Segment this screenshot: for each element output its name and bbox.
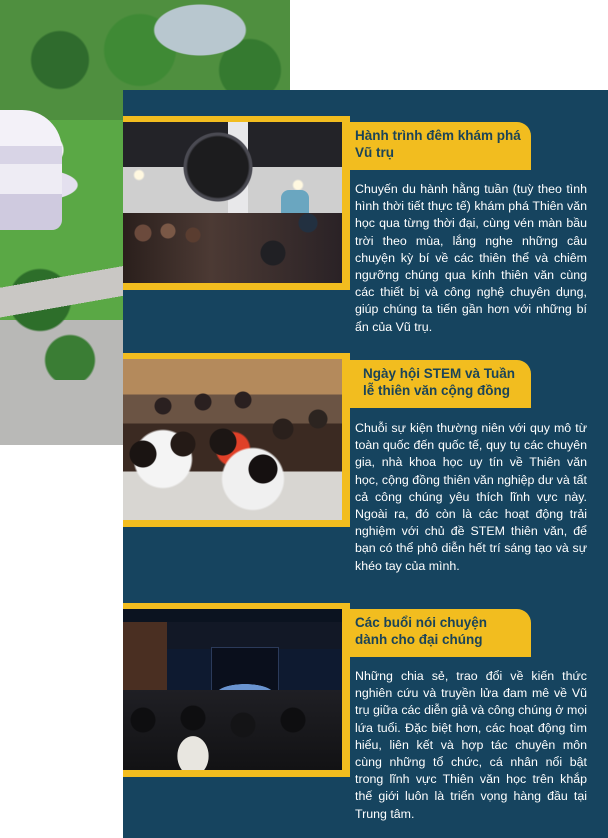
- card-title: Ngày hội STEM và Tuần lễ thiên văn cộng đồng: [363, 366, 516, 398]
- card-description: Chuỗi sự kiện thường niên với quy mô từ toàn quốc đến quốc tế, quy tụ các chuyên gia, nhà khoa học uy tín về Thiên văn học, cộng đồng thiên văn nghiệp dư và tất cả công chúng yêu thích lĩnh vực này. Ngoài ra, đó còn là các hoạt động trải nghiệm với chủ đề STEM thiên văn, để bạn có thể phô diễn hết trí sáng tạo và sự khéo tay của mình.: [355, 421, 587, 573]
- card-title-tab: [343, 122, 531, 170]
- photo-frame: [123, 353, 350, 527]
- auditorium-photo: [123, 609, 342, 770]
- activity-photo: [123, 609, 342, 770]
- audience-figures: [123, 690, 342, 770]
- card-title: Các buổi nói chuyện dành cho đại chúng: [355, 615, 488, 647]
- stage-screen: [211, 647, 279, 695]
- photo-frame: [123, 116, 350, 290]
- students-figures: [123, 384, 342, 494]
- photo-frame: [123, 603, 350, 777]
- observatory-dome: [0, 110, 62, 230]
- audience-figures: [123, 213, 342, 283]
- telescope-photo: [123, 122, 342, 283]
- card-title-tab: [343, 360, 531, 408]
- card-description: Những chia sẻ, trao đổi về kiến thức nghiên cứu và truyền lửa đam mê về Vũ trụ giữa các diễn giả và công chúng ở mọi lứa tuổi. Đặc biệt hơn, các hoạt động tìm hiểu, liên kết và hợp tác chuyên môn cùng những tổ chức, cá nhân nổi bật trong lĩnh vực Thiên văn học trên khắp thế giới luôn là triển vọng hàng đầu tại Trung tâm.: [355, 669, 587, 821]
- card-title: Hành trình đêm khám phá Vũ trụ: [355, 128, 521, 160]
- card-title-tab: [343, 609, 531, 657]
- card-description: Chuyến du hành hằng tuần (tuỳ theo tình hình thời tiết thực tế) khám phá Thiên văn học qua từng thời đại, cùng vén màn bầu trời theo mùa, lắng nghe những câu chuyện kỳ bí về các thiên thể và chiêm ngưỡng chúng qua kính thiên văn cùng các thiết bị và công nghệ chuyên dụng, giúp chúng ta tiến gần hơn với những bí ẩn của Vũ trụ.: [355, 182, 587, 334]
- activity-photo: [123, 122, 342, 283]
- activity-photo: [123, 359, 342, 520]
- activities-panel: [123, 90, 608, 838]
- students-photo: [123, 359, 342, 520]
